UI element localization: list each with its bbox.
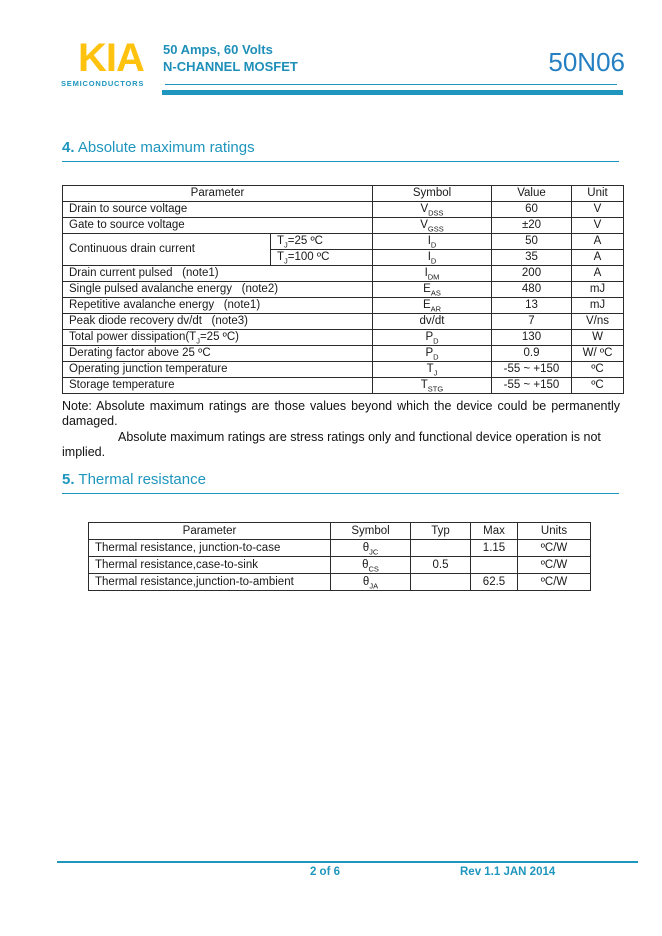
table-row <box>63 234 624 250</box>
value-cell: 200 <box>492 266 572 282</box>
note-line-2: Absolute maximum ratings are stress ratings only and functional device operation is not implied. <box>62 429 601 459</box>
column-header: Unit <box>572 186 624 202</box>
value-cell: 0.9 <box>492 346 572 362</box>
abs-max-ratings-table <box>62 185 624 394</box>
max-cell: 62.5 <box>471 574 518 591</box>
unit-cell: mJ <box>572 282 624 298</box>
symbol-cell: $I_D$ <box>373 250 492 266</box>
header-rule-thin <box>165 84 617 85</box>
table-row <box>89 557 591 574</box>
table-row <box>63 378 624 394</box>
symbol-cell: $\theta_{JC}$ <box>331 540 411 557</box>
table-row <box>63 282 624 298</box>
table-row <box>63 218 624 234</box>
value-cell: 130 <box>492 330 572 346</box>
symbol-cell: $V_{GSS}$ <box>373 218 492 234</box>
note-line-1: Note: Absolute maximum ratings are those values beyond which the device could be permanently damaged. <box>62 399 620 429</box>
parameter-cell: Operating junction temperature <box>63 362 373 378</box>
parameter-cell: Thermal resistance,junction-to-ambient <box>89 574 331 591</box>
symbol-cell: $T_{STG}$ <box>373 378 492 394</box>
brand-logo-text: KIA <box>78 36 144 80</box>
section5-number: 5. <box>62 471 75 488</box>
typ-cell <box>411 574 471 591</box>
unit-cell: A <box>572 250 624 266</box>
table-row <box>63 346 624 362</box>
table-row <box>63 330 624 346</box>
device-rating-line: 50 Amps, 60 Volts <box>163 42 273 57</box>
symbol-cell: $I_D$ <box>373 234 492 250</box>
max-cell <box>471 557 518 574</box>
condition-cell: $T_J=100$ ºC <box>271 250 373 266</box>
column-header: Parameter <box>89 523 331 540</box>
table-row <box>63 202 624 218</box>
unit-cell: W <box>572 330 624 346</box>
value-cell: -55 ~ +150 <box>492 378 572 394</box>
value-cell: 480 <box>492 282 572 298</box>
symbol-cell: dv/dt <box>373 314 492 330</box>
parameter-cell: Storage temperature <box>63 378 373 394</box>
units-cell: ºC/W <box>518 557 591 574</box>
column-header: Symbol <box>373 186 492 202</box>
typ-cell <box>411 540 471 557</box>
table-row <box>89 540 591 557</box>
parameter-cell: Continuous drain current <box>63 234 271 266</box>
section5-heading <box>62 471 619 494</box>
value-cell: -55 ~ +150 <box>492 362 572 378</box>
thermal-resistance-table <box>88 522 591 591</box>
abs-max-table-body <box>63 202 624 394</box>
column-header: Typ <box>411 523 471 540</box>
device-description <box>163 42 298 76</box>
unit-cell: W/ ºC <box>572 346 624 362</box>
header-rule-thick <box>162 90 623 95</box>
part-number: 50N06 <box>548 47 625 77</box>
symbol-cell: $E_{AR}$ <box>373 298 492 314</box>
typ-cell: 0.5 <box>411 557 471 574</box>
device-type-line: N-CHANNEL MOSFET <box>163 58 298 74</box>
unit-cell: V <box>572 218 624 234</box>
section4-heading <box>62 139 619 162</box>
table-row <box>89 574 591 591</box>
table-row <box>63 362 624 378</box>
section5-title-text: Thermal resistance <box>74 471 206 488</box>
thermal-table-head <box>89 523 591 540</box>
abs-max-table-head <box>63 186 624 202</box>
table-row <box>63 298 624 314</box>
abs-max-note <box>62 399 620 460</box>
value-cell: ±20 <box>492 218 572 234</box>
table-header-row <box>63 186 624 202</box>
parameter-cell: Thermal resistance,case-to-sink <box>89 557 331 574</box>
unit-cell: A <box>572 266 624 282</box>
column-header: Units <box>518 523 591 540</box>
table-header-row <box>89 523 591 540</box>
unit-cell: mJ <box>572 298 624 314</box>
parameter-cell: Drain current pulsed (note1) <box>63 266 373 282</box>
footer-revision: Rev 1.1 JAN 2014 <box>460 866 556 878</box>
thermal-table-body <box>89 540 591 591</box>
unit-cell: ºC <box>572 378 624 394</box>
parameter-cell: Peak diode recovery dv/dt (note3) <box>63 314 373 330</box>
parameter-cell: Single pulsed avalanche energy (note2) <box>63 282 373 298</box>
units-cell: ºC/W <box>518 574 591 591</box>
symbol-cell: $P_D$ <box>373 330 492 346</box>
max-cell: 1.15 <box>471 540 518 557</box>
units-cell: ºC/W <box>518 540 591 557</box>
condition-cell: $T_J=25$ ºC <box>271 234 373 250</box>
symbol-cell: $I_{DM}$ <box>373 266 492 282</box>
parameter-cell: Derating factor above 25 ºC <box>63 346 373 362</box>
brand-logo <box>61 38 161 88</box>
value-cell: 7 <box>492 314 572 330</box>
unit-cell: ºC <box>572 362 624 378</box>
unit-cell: V <box>572 202 624 218</box>
symbol-cell: $V_{DSS}$ <box>373 202 492 218</box>
table-row <box>63 314 624 330</box>
table-row <box>63 266 624 282</box>
symbol-cell: $\theta_{JA}$ <box>331 574 411 591</box>
parameter-cell: Total power $dissipation(T_J=25$ ºC) <box>63 330 373 346</box>
column-header: Parameter <box>63 186 373 202</box>
parameter-cell: Thermal resistance, junction-to-case <box>89 540 331 557</box>
unit-cell: V/ns <box>572 314 624 330</box>
symbol-cell: $E_{AS}$ <box>373 282 492 298</box>
column-header: Value <box>492 186 572 202</box>
footer-page-number: 2 of 6 <box>309 866 341 878</box>
symbol-cell: $\theta_{CS}$ <box>331 557 411 574</box>
section4-title-text: Absolute maximum ratings <box>74 139 255 156</box>
symbol-cell: $T_J$ <box>373 362 492 378</box>
value-cell: 60 <box>492 202 572 218</box>
value-cell: 13 <box>492 298 572 314</box>
footer-rule <box>57 861 638 863</box>
column-header: Symbol <box>331 523 411 540</box>
brand-logo-subtext: SEMICONDUCTORS <box>61 79 145 88</box>
unit-cell: A <box>572 234 624 250</box>
section4-number: 4. <box>62 139 75 156</box>
parameter-cell: Repetitive avalanche energy (note1) <box>63 298 373 314</box>
parameter-cell: Gate to source voltage <box>63 218 373 234</box>
value-cell: 50 <box>492 234 572 250</box>
symbol-cell: $P_D$ <box>373 346 492 362</box>
parameter-cell: Drain to source voltage <box>63 202 373 218</box>
value-cell: 35 <box>492 250 572 266</box>
column-header: Max <box>471 523 518 540</box>
